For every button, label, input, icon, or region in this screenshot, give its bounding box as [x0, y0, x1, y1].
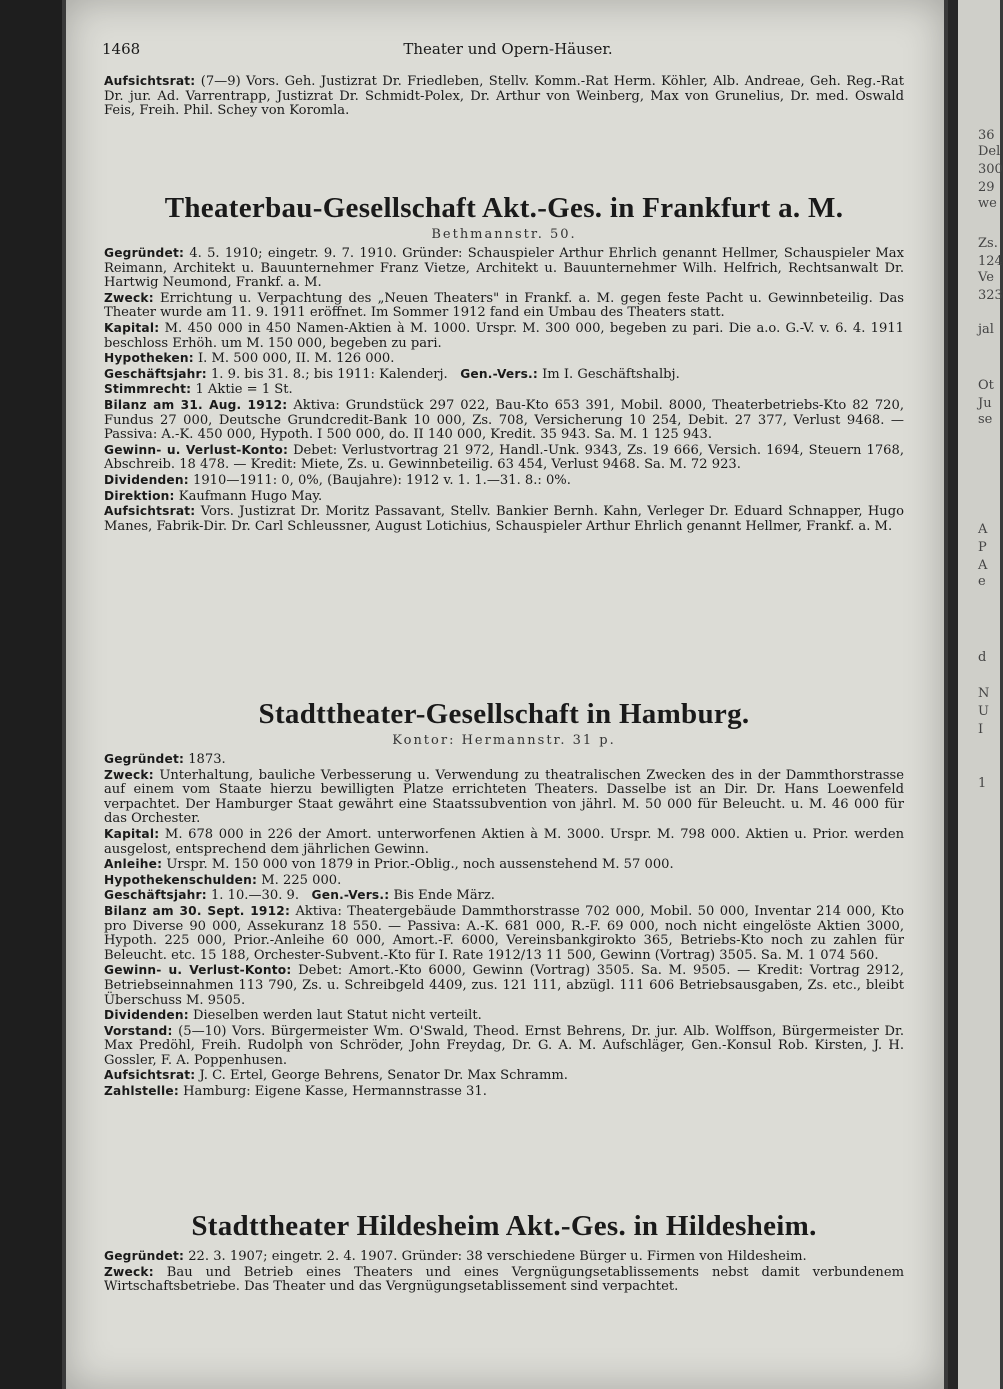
paragraph-anleihe: [104, 857, 904, 873]
adjacent-fragment: 124: [978, 254, 1003, 269]
paragraph-zweck: [104, 1265, 904, 1295]
field-label: Aufsichtsrat:: [104, 74, 196, 88]
field-text: 1873.: [188, 752, 226, 767]
paragraph-zahlstelle: [104, 1084, 904, 1100]
entry-address: Kontor: Hermannstr. 31 p.: [392, 733, 616, 748]
field-label: Aufsichtsrat:: [104, 1068, 196, 1083]
field-label: Gen.-Vers.:: [460, 366, 538, 381]
field-label: Bilanz am 31. Aug. 1912:: [104, 397, 288, 412]
adjacent-fragment: d: [978, 650, 987, 665]
field-label: Dividenden:: [104, 1008, 189, 1023]
field-label: Gen.-Vers.:: [311, 888, 390, 903]
document-page: [66, 0, 944, 1389]
paragraph-kapital: [104, 827, 904, 857]
field-label: Kapital:: [104, 320, 160, 335]
paragraph-stimmrecht: [104, 382, 904, 398]
adjacent-page-edge: [958, 0, 1003, 1389]
entry-title: Stadttheater-Gesellschaft in Hamburg.: [258, 698, 750, 730]
field-label: Gewinn- u. Verlust-Konto:: [104, 442, 289, 457]
paragraph-hypothekenschulden: [104, 873, 904, 889]
adjacent-fragment: Ve: [978, 270, 994, 285]
field-label: Gegründet:: [104, 246, 185, 260]
field-text: Urspr. M. 150 000 von 1879 in Prior.-Oblig., noch aussenstehend M. 57 000.: [166, 857, 674, 873]
paragraph-zweck: [104, 768, 904, 827]
adjacent-fragment: 29: [978, 180, 995, 195]
field-text: Hamburg: Eigene Kasse, Hermannstrasse 31.: [183, 1084, 487, 1100]
adjacent-fragment: Del: [978, 144, 1001, 159]
field-label: Geschäftsjahr:: [104, 888, 207, 903]
paragraph-gegruendet: [104, 1249, 904, 1265]
field-label: Hypothekenschulden:: [104, 872, 258, 887]
field-label: Dividenden:: [104, 472, 189, 487]
paragraph-gewinn-verlust: [104, 443, 904, 473]
field-label: Direktion:: [104, 488, 175, 503]
field-text: M. 450 000 in 450 Namen-Aktien à M. 1000. Urspr. M. 300 000, begeben zu pari. Die a.o. G.-V. v. 6. 4. 1911 beschloss Erhöh. um M. 150 000, begeben zu pari.: [104, 320, 904, 351]
paragraph-dividenden: [104, 473, 904, 489]
field-text: 1910—1911: 0, 0%, (Baujahre): 1912 v. 1. 1.—31. 8.: 0%.: [193, 472, 571, 488]
adjacent-fragment: I: [978, 722, 984, 737]
field-text: Aktiva: Theatergebäude Dammthorstrasse 702 000, Mobil. 50 000, Inventar 214 000, Kto pro Diverse 90 000, Assekuranz 18 550. — Passiva: A.-K. 681 000, R.-F. 69 000, noch nicht eingelöste Aktien 3000, Hypoth. 225 000, Prior.-Anleihe 60 000, Amort.-F. 6000, Vereinsbankgirokto 365, Betriebs-Kto noch zu zahlen für Beleucht. etc. 15 188, Orchester-Subvent.-Kto für I. Rate 1912/13 11 500, Gewinn (Vortrag) 3505. Sa. M. 1 074 560.: [104, 903, 904, 963]
paragraph-geschaeftsjahr: [104, 367, 904, 383]
field-text: Dieselben werden laut Statut nicht verteilt.: [193, 1008, 482, 1024]
paragraph-geschaeftsjahr: [104, 888, 904, 904]
paragraph-vorstand: [104, 1024, 904, 1069]
paragraph-bilanz: [104, 904, 904, 963]
adjacent-fragment: 36: [978, 128, 995, 143]
field-text: Aktiva: Grundstück 297 022, Bau-Kto 653 391, Mobil. 8000, Theaterbetriebs-Kto 82 720, Fundus 27 000, Deutsche Grundcredit-Bank 10 000, Zs. 708, Versicherung 10 254, Debit. 27 377, Verlust 9468. — Passiva: A.-K. 450 000, Hypoth. I 500 000, do. II 140 000, Kredit. 35 943. Sa. M. 1 125 943.: [104, 397, 904, 443]
entry-address: Bethmannstr. 50.: [431, 227, 577, 242]
paragraph-zweck: [104, 291, 904, 321]
field-label: Zahlstelle:: [104, 1084, 179, 1099]
field-text: M. 678 000 in 226 der Amort. unterworfenen Aktien à M. 3000. Urspr. M. 798 000. Aktien u. Prior. werden ausgelost, entsprechend dem jährlichen Gewinn.: [104, 826, 905, 857]
field-label: Kapital:: [104, 826, 160, 841]
paragraph-aufsichtsrat: [104, 74, 904, 119]
paragraph-gegruendet: [104, 752, 904, 768]
adjacent-fragment: N: [978, 686, 990, 701]
entry-hamburg: [104, 698, 904, 1100]
field-label: Gegründet:: [104, 752, 185, 766]
adjacent-fragment: se: [978, 412, 993, 427]
field-text: Bau und Betrieb eines Theaters und eines Vergnügungsetablissements nebst damit verbundenem Wirtschaftsbetriebe. Das Theater und das Vergnügungsetablissement sind verpachtet.: [104, 1264, 904, 1295]
field-label: Geschäftsjahr:: [104, 366, 207, 381]
field-label: Zweck:: [104, 1264, 154, 1279]
field-label: Bilanz am 30. Sept. 1912:: [104, 903, 291, 918]
field-text: Errichtung u. Verpachtung des „Neuen Theaters" in Frankf. a. M. gegen feste Pacht u. Gewinnbeteilig. Das Theater wurde am 11. 9. 1911 eröffnet. Im Sommer 1912 fand ein Umbau des Theaters statt.: [104, 290, 904, 321]
paragraph-aufsichtsrat: [104, 504, 904, 534]
field-text: Im I. Geschäftshalbj.: [542, 366, 680, 382]
field-label: Anleihe:: [104, 857, 163, 872]
field-text: 22. 3. 1907; eingetr. 2. 4. 1907. Gründer: 38 verschiedene Bürger u. Firmen von Hildesheim.: [188, 1249, 807, 1264]
field-text: Debet: Verlustvortrag 21 972, Handl.-Unk. 9343, Zs. 19 666, Versich. 1694, Steuern 1768, Abschreib. 18 478. — Kredit: Miete, Zs. u. Gewinnbeteilig. 63 454, Verlust 9468. Sa. M. 72 923.: [104, 442, 904, 473]
adjacent-fragment: A: [978, 522, 988, 537]
field-label: Aufsichtsrat:: [104, 504, 196, 519]
field-label: Gegründet:: [104, 1249, 185, 1263]
field-text: Vors. Justizrat Dr. Moritz Passavant, Stellv. Bankier Bernh. Kahn, Verleger Dr. Eduard Schnapper, Hugo Manes, Fabrik-Dir. Dr. Carl Schleussner, August Lotichius, Schauspieler Arthur Ehrlich genannt Hellmer, Frankf. a. M.: [104, 504, 904, 534]
adjacent-fragment: Zs.: [978, 236, 998, 251]
field-text: I. M. 500 000, II. M. 126 000.: [197, 351, 395, 367]
field-text: Debet: Amort.-Kto 6000, Gewinn (Vortrag) 3505. Sa. M. 9505. — Kredit: Vortrag 2912, Betriebseinnahmen 113 790, Zs. u. Schreibgeld 4409, zus. 121 111, abzügl. 111 606 Betriebsausgaben, Zs. etc., bleibt Überschuss M. 9505.: [104, 963, 904, 1008]
adjacent-fragment: jal: [978, 322, 994, 337]
entry-title: Theaterbau-Gesellschaft Akt.-Ges. in Frankfurt a. M.: [164, 192, 844, 224]
adjacent-fragment: Ju: [978, 396, 992, 411]
paragraph-direktion: [104, 489, 904, 505]
adjacent-fragment: we: [978, 196, 997, 211]
adjacent-fragment: e: [978, 574, 986, 589]
adjacent-fragment: 1: [978, 776, 987, 791]
page-number: 1468: [102, 40, 141, 58]
field-text: Unterhaltung, bauliche Verbesserung u. Verwendung zu theatralischen Zwecken des in der Dammthorstrasse auf einem vom Staate hierzu bewilligten Platze errichteten Theaters. Dasselbe ist an Dir. Dr. Hans Loewenfeld verpachtet. Der Hamburger Staat gewährt eine Staatssubvention von jährl. M. 50 000 für Beleucht. u. M. 46 000 für das Orchester.: [104, 767, 904, 827]
paragraph-hypotheken: [104, 351, 904, 367]
field-text: (7—9) Vors. Geh. Justizrat Dr. Friedleben, Stellv. Komm.-Rat Herm. Köhler, Alb. Andreae, Geh. Reg.-Rat Dr. jur. Ad. Varrentrapp, Justizrat Dr. Schmidt-Polex, Dr. Arthur von Weinberg, Max von Grunelius, Dr. med. Oswald Feis, Freih. Phil. Schey von Koromla.: [104, 74, 904, 119]
field-text: Bis Ende März.: [393, 888, 495, 904]
entry-hildesheim: [104, 1210, 904, 1295]
field-label: Vorstand:: [104, 1023, 173, 1038]
adjacent-fragment: 323: [978, 288, 1003, 303]
running-header: [102, 40, 914, 64]
field-text: J. C. Ertel, George Behrens, Senator Dr. Max Schramm.: [199, 1068, 568, 1084]
field-text: 1. 10.—30. 9.: [210, 888, 300, 904]
field-label: Stimmrecht:: [104, 382, 192, 397]
paragraph-bilanz: [104, 398, 904, 443]
adjacent-fragment: 300: [978, 162, 1003, 177]
paragraph-gegruendet: [104, 246, 904, 291]
field-label: Zweck:: [104, 290, 154, 305]
running-title: Theater und Opern-Häuser.: [403, 40, 613, 58]
field-text: 1 Aktie = 1 St.: [195, 382, 293, 398]
paragraph-gewinn-verlust: [104, 963, 904, 1008]
adjacent-fragment: Ot: [978, 378, 994, 393]
field-text: M. 225 000.: [261, 872, 342, 888]
field-label: Gewinn- u. Verlust-Konto:: [104, 963, 292, 978]
entry-frankfurt: [104, 192, 904, 534]
entry-title: Stadttheater Hildesheim Akt.-Ges. in Hildesheim.: [191, 1210, 817, 1242]
paragraph-kapital: [104, 321, 904, 351]
field-label: Zweck:: [104, 767, 154, 782]
adjacent-fragment: U: [978, 704, 989, 719]
field-text: 1. 9. bis 31. 8.; bis 1911: Kalenderj.: [210, 366, 448, 382]
adjacent-fragment: A: [978, 558, 988, 573]
field-text: (5—10) Vors. Bürgermeister Wm. O'Swald, Theod. Ernst Behrens, Dr. jur. Alb. Wolffson, Bürgermeister Dr. Max Predöhl, Freih. Rudolph von Schröder, John Freydag, Dr. G. A. M. Aufschläger, Gen.-Konsul Rob. Kirsten, J. H. Gossler, F. A. Poppenhusen.: [104, 1023, 904, 1068]
scan-border-left: [0, 0, 62, 1389]
top-entry-continuation: [104, 74, 904, 119]
field-text: 4. 5. 1910; eingetr. 9. 7. 1910. Gründer: Schauspieler Arthur Ehrlich genannt Hellmer, Schauspieler Max Reimann, Architekt u. Bauunternehmer Franz Vietze, Architekt u. Bauunternehmer Wilh. Helfrich, Rechtsanwalt Dr. Hartwig Neumond, Frankf. a. M.: [104, 246, 904, 291]
paragraph-aufsichtsrat: [104, 1068, 904, 1084]
field-label: Hypotheken:: [104, 351, 194, 366]
field-text: Kaufmann Hugo May.: [178, 488, 323, 504]
paragraph-dividenden: [104, 1008, 904, 1024]
adjacent-fragment: P: [978, 540, 987, 555]
